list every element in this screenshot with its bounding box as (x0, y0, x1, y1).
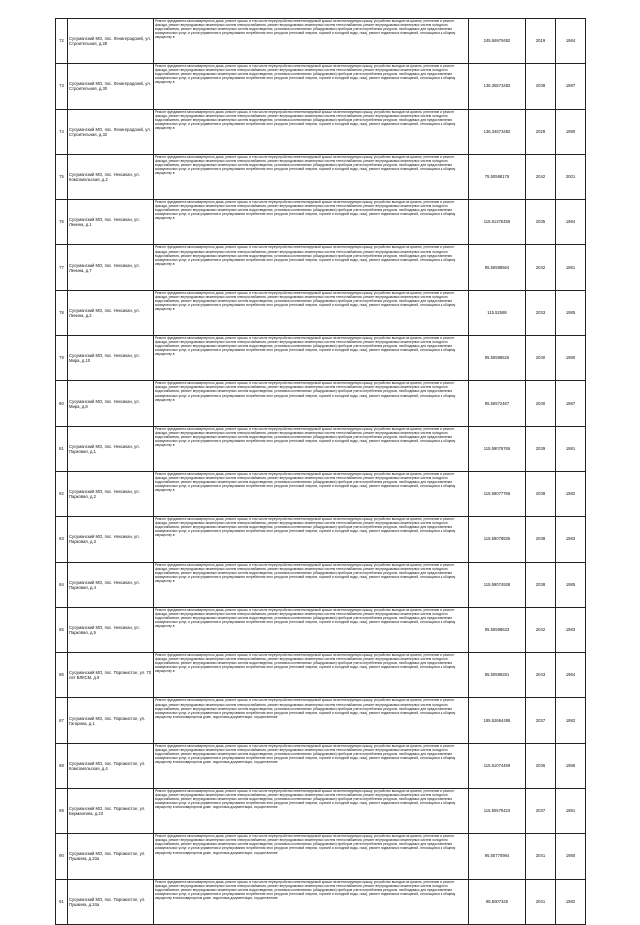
build-year-cell: 1984 (556, 19, 586, 64)
address-cell: Сусуманский МО, пос. Нексикан, ул. Ленина, д.1 (68, 200, 154, 245)
works-description-cell: Ремонт фундамента многоквартирного дома, ремонт крыши, в том числе переустройство невентилируемой крыши на вентилируемую крышу, устройство выходов на кровлю, утепление и ремонт фасада, ремонт внутридомовых инженерных систем электроснабжения, ремонт внутридомовых инженерных систем теплоснабжения, ремонт внутридомовых инженерных систем холодного водоснабжения, ремонт внутридомовых инженерных систем водоотведения, установка коллективных (общедомовых) приборов учета потребления ресурсов, необходимых для предоставления коммунальных услуг, и узлов управления и регулирования потребления этих ресурсов (тепловой энергии, горячей и холодной воды, газа), ремонт подвальных помещений, относящихся к общему имуществу в (154, 64, 469, 109)
works-description-cell: Ремонт фундамента многоквартирного дома, ремонт крыши, в том числе переустройство невентилируемой крыши на вентилируемую крышу, устройство выходов на кровлю, утепление и ремонт фасада, ремонт внутридомовых инженерных систем электроснабжения, ремонт внутридомовых инженерных систем теплоснабжения, ремонт внутридомовых инженерных систем холодного водоснабжения, ремонт внутридомовых инженерных систем водоотведения, установка коллективных (общедомовых) приборов учета потребления ресурсов, необходимых для предоставления коммунальных услуг, и узлов управления и регулирования потребления этих ресурсов (тепловой энергии, горячей и холодной воды, газа), ремонт подвальных помещений, относящихся к общему имуществу в (154, 336, 469, 381)
table-row (56, 154, 586, 199)
cost-cell: 95.50598633 (469, 607, 526, 652)
planned-year-cell: 2037 (526, 789, 556, 834)
build-year-cell: 1984 (556, 200, 586, 245)
row-number: 80 (56, 381, 68, 426)
table-row (56, 879, 586, 924)
planned-year-cell: 2029 (526, 109, 556, 154)
build-year-cell: 1982 (556, 471, 586, 516)
address-cell: Сусуманский МО, пос. Порожистое, ул. Бермангина, д.23 (68, 789, 154, 834)
build-year-cell: 1984 (556, 653, 586, 698)
row-number: 79 (56, 336, 68, 381)
table-row (56, 64, 586, 109)
row-number: 77 (56, 245, 68, 290)
cost-cell: 95.50598281 (469, 653, 526, 698)
works-description-cell: Ремонт фундамента многоквартирного дома, ремонт крыши, в том числе переустройство невентилируемой крыши на вентилируемую крышу, устройство выходов на кровлю, утепление и ремонт фасада, ремонт внутридомовых инженерных систем электроснабжения, ремонт внутридомовых инженерных систем теплоснабжения, ремонт внутридомовых инженерных систем холодного водоснабжения, ремонт внутридомовых инженерных систем водоотведения, установка коллективных (общедомовых) приборов учета потребления ресурсов, необходимых для предоставления коммунальных услуг, и узлов управления и регулирования потребления этих ресурсов (тепловой энергии, горячей и холодной воды, газа), ремонт подвальных помещений, относящихся к общему имуществу в (154, 19, 469, 64)
planned-year-cell: 2036 (526, 743, 556, 788)
address-cell: Сусуманский МО, пос. Нексикан, ул. Ленина, д.7 (68, 245, 154, 290)
build-year-cell: 1987 (556, 381, 586, 426)
address-cell: Сусуманский МО, пос. Нексикан, ул. Ленина, д.2 (68, 290, 154, 335)
works-description-cell: Ремонт фундамента многоквартирного дома, ремонт крыши, в том числе переустройство невентилируемой крыши на вентилируемую крышу, устройство выходов на кровлю, утепление и ремонт фасада, ремонт внутридомовых инженерных систем электроснабжения, ремонт внутридомовых инженерных систем теплоснабжения, ремонт внутридомовых инженерных систем холодного водоснабжения, ремонт внутридомовых инженерных систем водоотведения, установка коллективных (общедомовых) приборов учета потребления ресурсов, необходимых для предоставления коммунальных услуг, и узлов управления и регулирования потребления этих ресурсов (тепловой энергии, горячей и холодной воды, газа), ремонт подвальных помещений, относящихся к общему имуществу в (154, 471, 469, 516)
planned-year-cell: 2042 (526, 607, 556, 652)
cost-cell: 115.50579423 (469, 789, 526, 834)
table-row (56, 743, 586, 788)
works-description-cell: Ремонт фундамента многоквартирного дома, ремонт крыши, в том числе переустройство невентилируемой крыши на вентилируемую крышу, устройство выходов на кровлю, утепление и ремонт фасада, ремонт внутридомовых инженерных систем электроснабжения, ремонт внутридомовых инженерных систем теплоснабжения, ремонт внутридомовых инженерных систем холодного водоснабжения, ремонт внутридомовых инженерных систем водоотведения, установка коллективных (общедомовых) приборов учета потребления ресурсов, необходимых для предоставления коммунальных услуг, и узлов управления и регулирования потребления этих ресурсов (тепловой энергии, горячей и холодной воды, газа), ремонт подвальных помещений, относящихся к общему имуществу в (154, 290, 469, 335)
build-year-cell: 1987 (556, 64, 586, 109)
table-row (56, 653, 586, 698)
cost-cell: 115.59077766 (469, 471, 526, 516)
works-description-cell: Ремонт фундамента многоквартирного дома, ремонт крыши, в том числе переустройство невентилируемой крыши на вентилируемую крышу, устройство выходов на кровлю, утепление и ремонт фасада, ремонт внутридомовых инженерных систем электроснабжения, ремонт внутридомовых инженерных систем теплоснабжения, ремонт внутридомовых инженерных систем холодного водоснабжения, ремонт внутридомовых инженерных систем водоотведения, установка коллективных (общедомовых) приборов учета потребления ресурсов, необходимых для предоставления коммунальных услуг, и узлов управления и регулирования потребления этих ресурсов (тепловой энергии, горячей и холодной воды, газа), ремонт подвальных помещений, относящихся к общему имуществу в (154, 653, 469, 698)
row-number: 78 (56, 290, 68, 335)
build-year-cell: 1981 (556, 426, 586, 471)
planned-year-cell: 2040 (526, 381, 556, 426)
build-year-cell: 1982 (556, 879, 586, 924)
cost-cell: 95.50598525 (469, 336, 526, 381)
works-description-cell: Ремонт фундамента многоквартирного дома, ремонт крыши, в том числе переустройство невентилируемой крыши на вентилируемую крышу, устройство выходов на кровлю, утепление и ремонт фасада, ремонт внутридомовых инженерных систем электроснабжения, ремонт внутридомовых инженерных систем теплоснабжения, ремонт внутридомовых инженерных систем холодного водоснабжения, ремонт внутридомовых инженерных систем водоотведения, установка коллективных (общедомовых) приборов учета потребления ресурсов, необходимых для предоставления коммунальных услуг, и узлов управления и регулирования потребления этих ресурсов (тепловой энергии, горячей и холодной воды, газа), ремонт подвальных помещений, относящихся к общему имуществу в (154, 381, 469, 426)
works-description-cell: Ремонт фундамента многоквартирного дома, ремонт крыши, в том числе переустройство невентилируемой крыши на вентилируемую крышу, устройство выходов на кровлю, утепление и ремонт фасада, ремонт внутридомовых инженерных систем электроснабжения, ремонт внутридомовых инженерных систем теплоснабжения, ремонт внутридомовых инженерных систем холодного водоснабжения, ремонт внутридомовых инженерных систем водоотведения, установка коллективных (общедомовых) приборов учета потребления ресурсов, необходимых для предоставления коммунальных услуг, и узлов управления и регулирования потребления этих ресурсов (тепловой энергии, горячей и холодной воды, газа), ремонт подвальных помещений, относящихся к общему имуществу в многоквартирном доме, подготовка документации, осуществление (154, 834, 469, 879)
planned-year-cell: 2038 (526, 517, 556, 562)
table-row (56, 698, 586, 743)
build-year-cell: 1990 (556, 109, 586, 154)
cost-cell: 95.50598564 (469, 245, 526, 290)
row-number: 73 (56, 64, 68, 109)
planned-year-cell: 2041 (526, 834, 556, 879)
address-cell: Сусуманский МО, пос. Нексикан, ул. Мира, д.10 (68, 336, 154, 381)
planned-year-cell: 2038 (526, 562, 556, 607)
table-row (56, 109, 586, 154)
address-cell: Сусуманский МО, пос. Порожистое, ул. Комсомольская, д.4 (68, 743, 154, 788)
cost-cell: 136.34673482 (469, 109, 526, 154)
address-cell: Сусуманский МО, пос. Порожистое, ул. Гагарина, д.1 (68, 698, 154, 743)
planned-year-cell: 2043 (526, 653, 556, 698)
build-year-cell: 1980 (556, 834, 586, 879)
row-number: 90 (56, 834, 68, 879)
planned-year-cell: 2037 (526, 698, 556, 743)
planned-year-cell: 2042 (526, 245, 556, 290)
planned-year-cell: 2033 (526, 290, 556, 335)
row-number: 88 (56, 743, 68, 788)
address-cell: Сусуманский МО, пос. Порожистое, ул. Пушкина, д.24а (68, 879, 154, 924)
planned-year-cell: 2035 (526, 200, 556, 245)
table-row (56, 336, 586, 381)
table-row (56, 789, 586, 834)
table-row (56, 426, 586, 471)
table-row (56, 19, 586, 64)
table-row (56, 200, 586, 245)
address-cell: Сусуманский МО, пос. Нексикан, ул. Парковая, д.2 (68, 471, 154, 516)
address-cell: Сусуманский МО, пос. Нексикан, ул. Мира, д.8 (68, 381, 154, 426)
cost-cell: 75.50598178 (469, 154, 526, 199)
capital-repair-table (55, 18, 586, 925)
table-row (56, 471, 586, 516)
address-cell: Сусуманский МО, пос. Нексикан, ул. Парковая, д.4 (68, 562, 154, 607)
row-number: 87 (56, 698, 68, 743)
table-body (56, 19, 586, 925)
build-year-cell: 1985 (556, 562, 586, 607)
planned-year-cell: 2040 (526, 336, 556, 381)
works-description-cell: Ремонт фундамента многоквартирного дома, ремонт крыши, в том числе переустройство невентилируемой крыши на вентилируемую крышу, устройство выходов на кровлю, утепление и ремонт фасада, ремонт внутридомовых инженерных систем электроснабжения, ремонт внутридомовых инженерных систем теплоснабжения, ремонт внутридомовых инженерных систем холодного водоснабжения, ремонт внутридомовых инженерных систем водоотведения, установка коллективных (общедомовых) приборов учета потребления ресурсов, необходимых для предоставления коммунальных услуг, и узлов управления и регулирования потребления этих ресурсов (тепловой энергии, горячей и холодной воды, газа), ремонт подвальных помещений, относящихся к общему имуществу в многоквартирном доме, подготовка документации, осуществление (154, 698, 469, 743)
table-row (56, 245, 586, 290)
works-description-cell: Ремонт фундамента многоквартирного дома, ремонт крыши, в том числе переустройство невентилируемой крыши на вентилируемую крышу, устройство выходов на кровлю, утепление и ремонт фасада, ремонт внутридомовых инженерных систем электроснабжения, ремонт внутридомовых инженерных систем теплоснабжения, ремонт внутридомовых инженерных систем холодного водоснабжения, ремонт внутридомовых инженерных систем водоотведения, установка коллективных (общедомовых) приборов учета потребления ресурсов, необходимых для предоставления коммунальных услуг, и узлов управления и регулирования потребления этих ресурсов (тепловой энергии, горячей и холодной воды, газа), ремонт подвальных помещений, относящихся к общему имуществу в многоквартирном доме, подготовка документации, осуществление (154, 743, 469, 788)
row-number: 82 (56, 471, 68, 516)
row-number: 91 (56, 879, 68, 924)
row-number: 76 (56, 200, 68, 245)
row-number: 81 (56, 426, 68, 471)
works-description-cell: Ремонт фундамента многоквартирного дома, ремонт крыши, в том числе переустройство невентилируемой крыши на вентилируемую крышу, устройство выходов на кровлю, утепление и ремонт фасада, ремонт внутридомовых инженерных систем электроснабжения, ремонт внутридомовых инженерных систем теплоснабжения, ремонт внутридомовых инженерных систем холодного водоснабжения, ремонт внутридомовых инженерных систем водоотведения, установка коллективных (общедомовых) приборов учета потребления ресурсов, необходимых для предоставления коммунальных услуг, и узлов управления и регулирования потребления этих ресурсов (тепловой энергии, горячей и холодной воды, газа), ремонт подвальных помещений, относящихся к общему имуществу в (154, 607, 469, 652)
cost-cell: 115.59074938 (469, 562, 526, 607)
build-year-cell: 1982 (556, 698, 586, 743)
address-cell: Сусуманский МО, пос. Ленинградский, ул. Строительная, д.30 (68, 64, 154, 109)
works-description-cell: Ремонт фундамента многоквартирного дома, ремонт крыши, в том числе переустройство невентилируемой крыши на вентилируемую крышу, устройство выходов на кровлю, утепление и ремонт фасада, ремонт внутридомовых инженерных систем электроснабжения, ремонт внутридомовых инженерных систем теплоснабжения, ремонт внутридомовых инженерных систем холодного водоснабжения, ремонт внутридомовых инженерных систем водоотведения, установка коллективных (общедомовых) приборов учета потребления ресурсов, необходимых для предоставления коммунальных услуг, и узлов управления и регулирования потребления этих ресурсов (тепловой энергии, горячей и холодной воды, газа), ремонт подвальных помещений, относящихся к общему имуществу в многоквартирном доме, подготовка документации, осуществление (154, 879, 469, 924)
row-number: 74 (56, 109, 68, 154)
build-year-cell: 1986 (556, 743, 586, 788)
table-row (56, 607, 586, 652)
works-description-cell: Ремонт фундамента многоквартирного дома, ремонт крыши, в том числе переустройство невентилируемой крыши на вентилируемую крышу, устройство выходов на кровлю, утепление и ремонт фасада, ремонт внутридомовых инженерных систем электроснабжения, ремонт внутридомовых инженерных систем теплоснабжения, ремонт внутридомовых инженерных систем холодного водоснабжения, ремонт внутридомовых инженерных систем водоотведения, установка коллективных (общедомовых) приборов учета потребления ресурсов, необходимых для предоставления коммунальных услуг, и узлов управления и регулирования потребления этих ресурсов (тепловой энергии, горячей и холодной воды, газа), ремонт подвальных помещений, относящихся к общему имуществу в (154, 517, 469, 562)
cost-cell: 115.59078835 (469, 517, 526, 562)
works-description-cell: Ремонт фундамента многоквартирного дома, ремонт крыши, в том числе переустройство невентилируемой крыши на вентилируемую крышу, устройство выходов на кровлю, утепление и ремонт фасада, ремонт внутридомовых инженерных систем электроснабжения, ремонт внутридомовых инженерных систем теплоснабжения, ремонт внутридомовых инженерных систем холодного водоснабжения, ремонт внутридомовых инженерных систем водоотведения, установка коллективных (общедомовых) приборов учета потребления ресурсов, необходимых для предоставления коммунальных услуг, и узлов управления и регулирования потребления этих ресурсов (тепловой энергии, горячей и холодной воды, газа), ремонт подвальных помещений, относящихся к общему имуществу в (154, 154, 469, 199)
cost-cell: 136.35573482 (469, 64, 526, 109)
table-row (56, 834, 586, 879)
address-cell: Сусуманский МО, пос. Порожистое, ул. Пушкина, д.23а (68, 834, 154, 879)
row-number: 83 (56, 517, 68, 562)
table-row (56, 290, 586, 335)
table-row (56, 562, 586, 607)
works-description-cell: Ремонт фундамента многоквартирного дома, ремонт крыши, в том числе переустройство невентилируемой крыши на вентилируемую крышу, устройство выходов на кровлю, утепление и ремонт фасада, ремонт внутридомовых инженерных систем электроснабжения, ремонт внутридомовых инженерных систем теплоснабжения, ремонт внутридомовых инженерных систем холодного водоснабжения, ремонт внутридомовых инженерных систем водоотведения, установка коллективных (общедомовых) приборов учета потребления ресурсов, необходимых для предоставления коммунальных услуг, и узлов управления и регулирования потребления этих ресурсов (тепловой энергии, горячей и холодной воды, газа), ремонт подвальных помещений, относящихся к общему имуществу в (154, 562, 469, 607)
build-year-cell: 1980 (556, 336, 586, 381)
planned-year-cell: 2038 (526, 64, 556, 109)
planned-year-cell: 2041 (526, 879, 556, 924)
row-number: 89 (56, 789, 68, 834)
cost-cell: 95.50572467 (469, 381, 526, 426)
planned-year-cell: 2019 (526, 19, 556, 64)
cost-cell: 115.61375455 (469, 200, 526, 245)
address-cell: Сусуманский МО, пос. Нексикан, ул. Парковая, д.3 (68, 517, 154, 562)
address-cell: Сусуманский МО, пос. Нексикан, ул. Комсомольская, д.2 (68, 154, 154, 199)
address-cell: Сусуманский МО, пос. Ленинградский, ул. Строительная, д.32 (68, 109, 154, 154)
planned-year-cell: 2042 (526, 154, 556, 199)
address-cell: Сусуманский МО, пос. Нексикан, ул. Парковая, д.5 (68, 607, 154, 652)
document-sheet (55, 18, 585, 925)
cost-cell: 115.52588 (469, 290, 526, 335)
cost-cell: 245.56979482 (469, 19, 526, 64)
build-year-cell: 1981 (556, 789, 586, 834)
cost-cell: 95.5007345 (469, 879, 526, 924)
build-year-cell: 1985 (556, 290, 586, 335)
works-description-cell: Ремонт фундамента многоквартирного дома, ремонт крыши, в том числе переустройство невентилируемой крыши на вентилируемую крышу, устройство выходов на кровлю, утепление и ремонт фасада, ремонт внутридомовых инженерных систем электроснабжения, ремонт внутридомовых инженерных систем теплоснабжения, ремонт внутридомовых инженерных систем холодного водоснабжения, ремонт внутридомовых инженерных систем водоотведения, установка коллективных (общедомовых) приборов учета потребления ресурсов, необходимых для предоставления коммунальных услуг, и узлов управления и регулирования потребления этих ресурсов (тепловой энергии, горячей и холодной воды, газа), ремонт подвальных помещений, относящихся к общему имуществу в (154, 245, 469, 290)
build-year-cell: 1981 (556, 245, 586, 290)
row-number: 72 (56, 19, 68, 64)
build-year-cell: 1983 (556, 517, 586, 562)
works-description-cell: Ремонт фундамента многоквартирного дома, ремонт крыши, в том числе переустройство невентилируемой крыши на вентилируемую крышу, устройство выходов на кровлю, утепление и ремонт фасада, ремонт внутридомовых инженерных систем электроснабжения, ремонт внутридомовых инженерных систем теплоснабжения, ремонт внутридомовых инженерных систем холодного водоснабжения, ремонт внутридомовых инженерных систем водоотведения, установка коллективных (общедомовых) приборов учета потребления ресурсов, необходимых для предоставления коммунальных услуг, и узлов управления и регулирования потребления этих ресурсов (тепловой энергии, горячей и холодной воды, газа), ремонт подвальных помещений, относящихся к общему имуществу в (154, 109, 469, 154)
works-description-cell: Ремонт фундамента многоквартирного дома, ремонт крыши, в том числе переустройство невентилируемой крыши на вентилируемую крышу, устройство выходов на кровлю, утепление и ремонт фасада, ремонт внутридомовых инженерных систем электроснабжения, ремонт внутридомовых инженерных систем теплоснабжения, ремонт внутридомовых инженерных систем холодного водоснабжения, ремонт внутридомовых инженерных систем водоотведения, установка коллективных (общедомовых) приборов учета потребления ресурсов, необходимых для предоставления коммунальных услуг, и узлов управления и регулирования потребления этих ресурсов (тепловой энергии, горячей и холодной воды, газа), ремонт подвальных помещений, относящихся к общему имуществу в (154, 200, 469, 245)
build-year-cell: 1983 (556, 607, 586, 652)
row-number: 75 (56, 154, 68, 199)
table-row (56, 381, 586, 426)
address-cell: Сусуманский МО, пос. Ленинградский, ул. Строительная, д.28 (68, 19, 154, 64)
planned-year-cell: 2039 (526, 426, 556, 471)
planned-year-cell: 2038 (526, 471, 556, 516)
cost-cell: 115.51074469 (469, 743, 526, 788)
works-description-cell: Ремонт фундамента многоквартирного дома, ремонт крыши, в том числе переустройство невентилируемой крыши на вентилируемую крышу, устройство выходов на кровлю, утепление и ремонт фасада, ремонт внутридомовых инженерных систем электроснабжения, ремонт внутридомовых инженерных систем теплоснабжения, ремонт внутридомовых инженерных систем холодного водоснабжения, ремонт внутридомовых инженерных систем водоотведения, установка коллективных (общедомовых) приборов учета потребления ресурсов, необходимых для предоставления коммунальных услуг, и узлов управления и регулирования потребления этих ресурсов (тепловой энергии, горячей и холодной воды, газа), ремонт подвальных помещений, относящихся к общему имуществу в многоквартирном доме, подготовка документации, осуществление (154, 789, 469, 834)
works-description-cell: Ремонт фундамента многоквартирного дома, ремонт крыши, в том числе переустройство невентилируемой крыши на вентилируемую крышу, устройство выходов на кровлю, утепление и ремонт фасада, ремонт внутридомовых инженерных систем электроснабжения, ремонт внутридомовых инженерных систем теплоснабжения, ремонт внутридомовых инженерных систем холодного водоснабжения, ремонт внутридомовых инженерных систем водоотведения, установка коллективных (общедомовых) приборов учета потребления ресурсов, необходимых для предоставления коммунальных услуг, и узлов управления и регулирования потребления этих ресурсов (тепловой энергии, горячей и холодной воды, газа), ремонт подвальных помещений, относящихся к общему имуществу в (154, 426, 469, 471)
row-number: 84 (56, 562, 68, 607)
address-cell: Сусуманский МО, пос. Порожистое, ул. 70 лет ВЛКСМ, д.9 (68, 653, 154, 698)
cost-cell: 115.59078765 (469, 426, 526, 471)
build-year-cell: 2001 (556, 154, 586, 199)
cost-cell: 95.50770984 (469, 834, 526, 879)
address-cell: Сусуманский МО, пос. Нексикан, ул. Парковая, д.1 (68, 426, 154, 471)
row-number: 86 (56, 653, 68, 698)
cost-cell: 185.52684495 (469, 698, 526, 743)
table-row (56, 517, 586, 562)
row-number: 85 (56, 607, 68, 652)
